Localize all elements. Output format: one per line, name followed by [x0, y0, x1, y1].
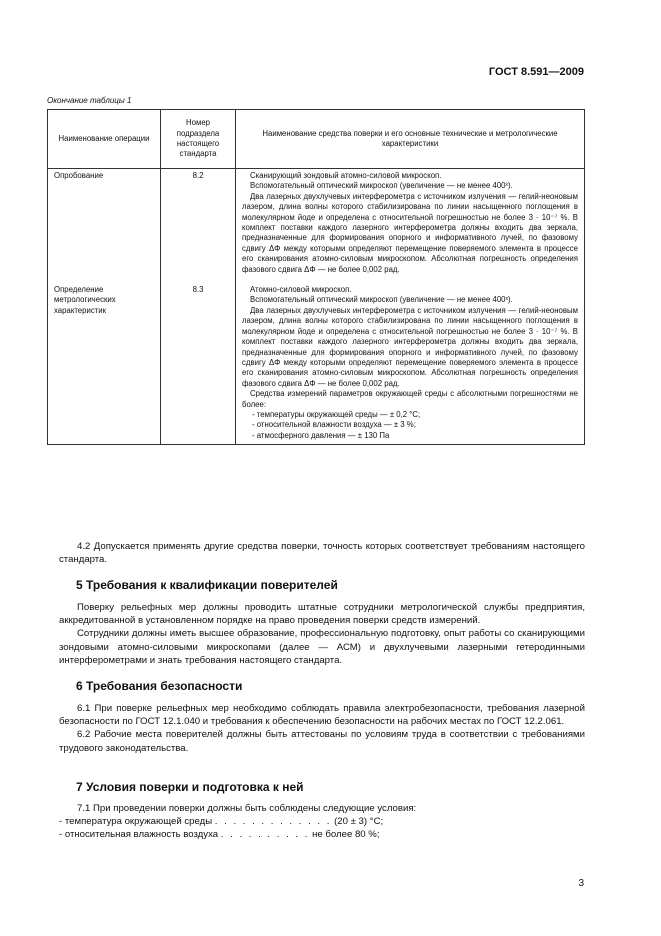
paragraph: 6.1 При поверке рельефных мер необходимо соблюдать правила электробезопасности, требования лазерной безопасности по ГОСТ 12.1.040 и требования к обеспечению безопасности на рабочих местах по ГОСТ 12.2.061.: [59, 703, 585, 728]
section-5-body: [59, 601, 585, 667]
col-header-operation: Наименование операции: [48, 110, 161, 169]
col-header-means: Наименование средства поверки и его основные технические и метрологические характеристики: [236, 110, 585, 169]
page-number: 3: [578, 878, 584, 889]
condition-temperature: - температура окружающей среды . . . . . . . . . . . . . (20 ± 3) °С;: [59, 816, 384, 828]
section-5-title: 5 Требования к квалификации поверителей: [76, 578, 338, 592]
means-of-verification-table: [47, 109, 585, 445]
means-line: Атомно-силовой микроскоп.: [250, 285, 352, 295]
list-item: - атмосферного давления — ± 130 Па: [252, 430, 390, 440]
paragraph: 6.2 Рабочие места поверителей должны быть аттестованы по условиям труда в соответствии с требованиями трудового законодательства.: [59, 729, 585, 754]
cell-means: [236, 283, 585, 445]
means-line: Сканирующий зондовый атомно-силовой микроскоп.: [250, 171, 442, 180]
list-item: - температуры окружающей среды — ± 0,2 °С;: [252, 409, 421, 419]
paragraph: Сотрудники должны иметь высшее образование, профессиональную подготовку, опыт работы со сканирующими зондовыми атомно-силовыми микроскопами (далее — АСМ) и двухлучевыми лазерными гетеродинными интерферометрами и знать требования настоящего стандарта.: [59, 628, 585, 666]
means-line: Два лазерных двухлучевых интерферометра с источником излучения — гелий-неоновым лазером, длина волны которого стабилизирована по линии насыщенного поглощения в молекулярном йоде и определена с относительной погрешностью не более 3 · 10⁻⁷ %. В комплект поставки каждого лазерного интерферометра должны входить два зеркала, предназначенные для формирования опорного и информативного лучей, по фазовому сдвигу ΔΦ между которыми определяют перемещение поверяемого элемента в процессе его сканирования атомно-силовым микроскопом. Абсолютная погрешность определения фазового сдвига ΔΦ — не более 0,002 рад.: [242, 191, 578, 274]
condition-humidity: - относительная влажность воздуха . . . . . . . . . . не более 80 %;: [59, 829, 380, 841]
col-header-subsection: Номер подраздела настоящего стандарта: [161, 110, 236, 169]
list-item: - относительной влажности воздуха — ± 3 %;: [252, 420, 416, 430]
paragraph: Поверку рельефных мер должны проводить штатные сотрудники метрологической службы предприятия, аккредитованной в установленном порядке на право проведения поверки средств измерений.: [59, 602, 585, 627]
section-7-body: [59, 802, 585, 842]
table-row: [48, 169, 585, 284]
cell-operation: Определение метрологических характеристик: [48, 283, 161, 445]
table-row: [48, 283, 585, 445]
means-line: Средства измерений параметров окружающей среды с абсолютными погрешностями не более:: [242, 389, 578, 409]
cell-operation: Опробование: [48, 169, 161, 284]
paragraph: 7.1 При проведении поверки должны быть соблюдены следующие условия:: [77, 803, 417, 814]
section-7-title: 7 Условия поверки и подготовка к ней: [76, 780, 304, 794]
means-line: Вспомогательный оптический микроскоп (увеличение — не менее 400ˣ).: [250, 181, 513, 191]
cell-means: [236, 169, 585, 284]
means-line: Вспомогательный оптический микроскоп (увеличение — не менее 400ˣ).: [250, 295, 513, 305]
cell-subsection: 8.3: [161, 283, 236, 445]
document-id: ГОСТ 8.591—2009: [488, 66, 584, 78]
cell-subsection: 8.2: [161, 169, 236, 284]
section-6-title: 6 Требования безопасности: [76, 679, 243, 693]
table-caption: Окончание таблицы 1: [47, 96, 132, 105]
paragraph: 4.2 Допускается применять другие средства поверки, точность которых соответствует требованиям настоящего стандарта.: [59, 541, 585, 566]
paragraph-4-2: [59, 540, 585, 566]
section-6-body: [59, 702, 585, 755]
means-line: Два лазерных двухлучевых интерферометра с источником излучения — гелий-неоновым лазером, длина волны которого стабилизирована по линии насыщенного поглощения в молекулярном йоде и определена с относительной погрешностью не более 3 · 10⁻⁷ %. В комплект поставки каждого лазерного интерферометра должны входить два зеркала, предназначенные для формирования опорного и информативного лучей, по фазовому сдвигу ΔΦ между которыми определяют перемещение поверяемого элемента в процессе его сканирования атомно-силовым микроскопом. Абсолютная погрешность определения фазового сдвига ΔΦ — не более 0,002 рад.: [242, 305, 578, 388]
